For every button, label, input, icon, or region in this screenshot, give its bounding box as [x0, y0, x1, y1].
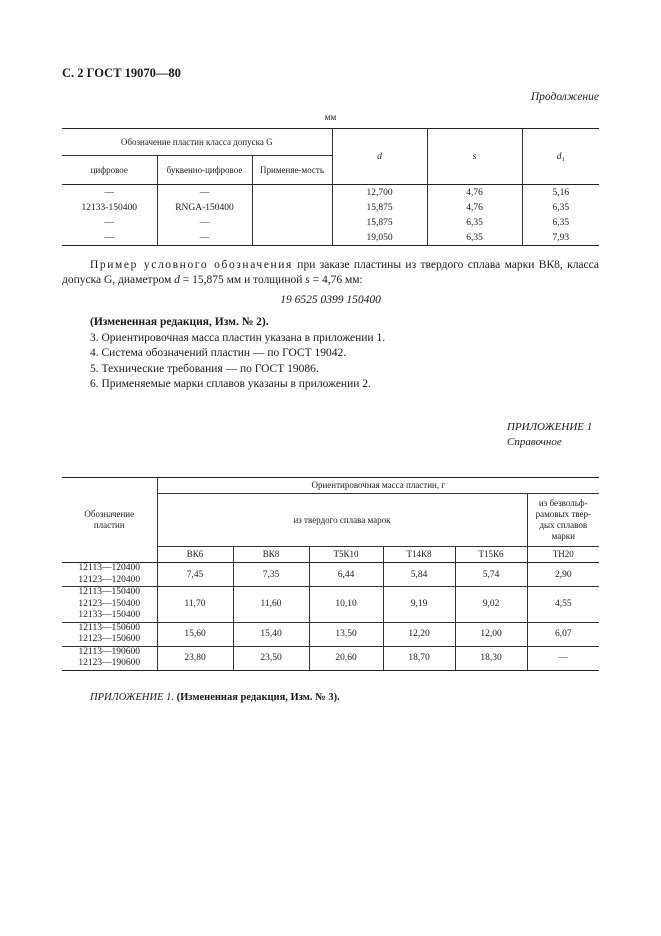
appendix-subtitle: Справочное — [507, 436, 562, 448]
mass-value: 6,07 — [527, 622, 599, 646]
mass-value: 4,55 — [527, 587, 599, 623]
note-item: 6. Применяемые марки сплавов указаны в приложении 2. — [90, 378, 371, 390]
grade-header: ТН20 — [527, 547, 599, 563]
mass-value: — — [527, 646, 599, 670]
table-cell: — — [157, 185, 252, 201]
col-d1-header: d₁ — [522, 129, 599, 185]
col-alnum-header: буквенно-цифровое — [157, 156, 252, 185]
mass-value: 6,44 — [309, 563, 383, 587]
mass-value: 18,30 — [455, 646, 527, 670]
table-row — [62, 200, 599, 215]
var-s: s — [305, 274, 310, 286]
mass-value: 12,20 — [383, 622, 455, 646]
table-cell — [252, 185, 332, 201]
table-cell: 6,35 — [522, 200, 599, 215]
appendix-title: ПРИЛОЖЕНИЕ 1 — [507, 421, 593, 433]
table-cell: 15,875 — [332, 200, 427, 215]
col-s-header: s — [427, 129, 522, 185]
grade-header: ВК6 — [157, 547, 233, 563]
table-cell: 19,050 — [332, 230, 427, 246]
grade-header: Т15К6 — [455, 547, 527, 563]
footer-italic: ПРИЛОЖЕНИЕ 1. — [90, 692, 174, 703]
plate-designation: 12123—120400 — [78, 574, 141, 585]
table-cell: 6,35 — [427, 215, 522, 230]
table-row — [62, 230, 599, 246]
plate-designation: 12113—150400 — [78, 587, 140, 597]
hard-alloy-header: из твердого сплава марок — [157, 494, 527, 547]
mass-value: 11,70 — [157, 587, 233, 623]
plate-designation: 12113—190600 — [78, 646, 140, 657]
col-digital-header: цифровое — [62, 156, 157, 185]
example-paragraph — [62, 258, 599, 288]
table-cell: — — [157, 215, 252, 230]
revision-note: (Измененная редакция, Изм. № 2). — [90, 316, 269, 328]
table-row — [62, 646, 599, 670]
plate-dimensions-table — [62, 128, 599, 246]
table-cell: — — [104, 187, 114, 198]
table-cell: 12133-150400 — [81, 202, 137, 213]
designation-header: Обозначение пластин — [62, 478, 157, 563]
table-cell: — — [62, 230, 157, 246]
plate-designation: 12123—190600 — [78, 658, 141, 668]
unit-label: мм — [324, 112, 337, 122]
table-cell: 15,875 — [332, 215, 427, 230]
plate-designation-cell — [62, 622, 157, 646]
mass-value: 7,35 — [233, 563, 309, 587]
appendix-heading — [507, 420, 592, 450]
table-cell: — — [157, 230, 252, 246]
example-text: при заказе пластины из твердого сплава марки ВК8, класса допуска G, диаметром — [62, 259, 599, 286]
plate-designation: 12133—150400 — [78, 610, 141, 620]
table-cell: 6,35 — [522, 215, 599, 230]
table-cell: — — [104, 217, 114, 228]
continuation-label: Продолжение — [530, 91, 599, 103]
table-cell: RNGA-150400 — [157, 200, 252, 215]
page-header: С. 2 ГОСТ 19070—80 — [62, 66, 181, 80]
mass-value: 13,50 — [309, 622, 383, 646]
s-value: = 4,76 мм: — [309, 274, 363, 286]
tungsten-free-header: из безвольф-рамовых твер-дых сплавов марки — [527, 494, 599, 547]
table-cell: 12,700 — [332, 185, 427, 201]
plate-designation-cell — [62, 646, 157, 670]
table-row — [62, 563, 599, 587]
plate-designation: 12123—150600 — [78, 634, 141, 644]
mass-value: 2,90 — [527, 563, 599, 587]
plate-designation: 12113—120400 — [78, 563, 140, 573]
plate-designation-cell — [62, 587, 157, 623]
footer-bold: (Измененная редакция, Изм. № 3). — [176, 692, 340, 703]
table-row — [62, 622, 599, 646]
mass-value: 10,10 — [309, 587, 383, 623]
note-item: 3. Ориентировочная масса пластин указана в приложении 1. — [90, 331, 386, 344]
mass-value: 5,74 — [455, 563, 527, 587]
mass-value: 23,50 — [233, 646, 309, 670]
table-cell: 4,76 — [427, 200, 522, 215]
table-cell: 7,93 — [522, 230, 599, 246]
notes-list — [90, 315, 385, 393]
note-item: 4. Система обозначений пластин — по ГОСТ 19042. — [90, 347, 347, 359]
mass-value: 5,84 — [383, 563, 455, 587]
plate-designation-cell — [62, 563, 157, 587]
grade-header: ВК8 — [233, 547, 309, 563]
mass-value: 11,60 — [233, 587, 309, 623]
mass-value: 18,70 — [383, 646, 455, 670]
example-lead: Пример условного обозначения — [90, 259, 293, 271]
mass-value: 15,40 — [233, 622, 309, 646]
plate-designation: 12113—150600 — [78, 622, 140, 633]
table-cell: 5,16 — [522, 185, 599, 201]
plate-mass-table — [62, 477, 599, 671]
table-row — [62, 587, 599, 623]
mass-value: 23,80 — [157, 646, 233, 670]
example-code: 19 6525 0399 150400 — [280, 294, 381, 306]
table-row — [62, 215, 599, 230]
d-value: = 15,875 мм и толщиной — [179, 274, 306, 286]
mass-value: 12,00 — [455, 622, 527, 646]
table-cell: 4,76 — [427, 185, 522, 201]
var-d: d — [174, 274, 180, 286]
table-cell — [252, 215, 332, 230]
mass-value: 15,60 — [157, 622, 233, 646]
table-row — [62, 185, 599, 201]
note-item: 5. Технические требования — по ГОСТ 19086. — [90, 362, 319, 375]
mass-value: 20,60 — [309, 646, 383, 670]
table-cell: 6,35 — [427, 230, 522, 246]
col-applicability-header: Применяе-мость — [252, 156, 332, 185]
grade-header: Т5К10 — [309, 547, 383, 563]
mass-value: 9,19 — [383, 587, 455, 623]
table-cell — [252, 200, 332, 215]
footer-note — [90, 692, 340, 703]
plate-designation: 12123—150400 — [78, 598, 141, 609]
mass-value: 9,02 — [455, 587, 527, 623]
mass-header: Ориентировочная масса пластин, г — [157, 478, 599, 494]
mass-value: 7,45 — [157, 563, 233, 587]
grade-header: Т14К8 — [383, 547, 455, 563]
group-header: Обозначение пластин класса допуска G — [62, 129, 332, 156]
table-cell — [252, 230, 332, 246]
col-d-header: d — [332, 129, 427, 185]
